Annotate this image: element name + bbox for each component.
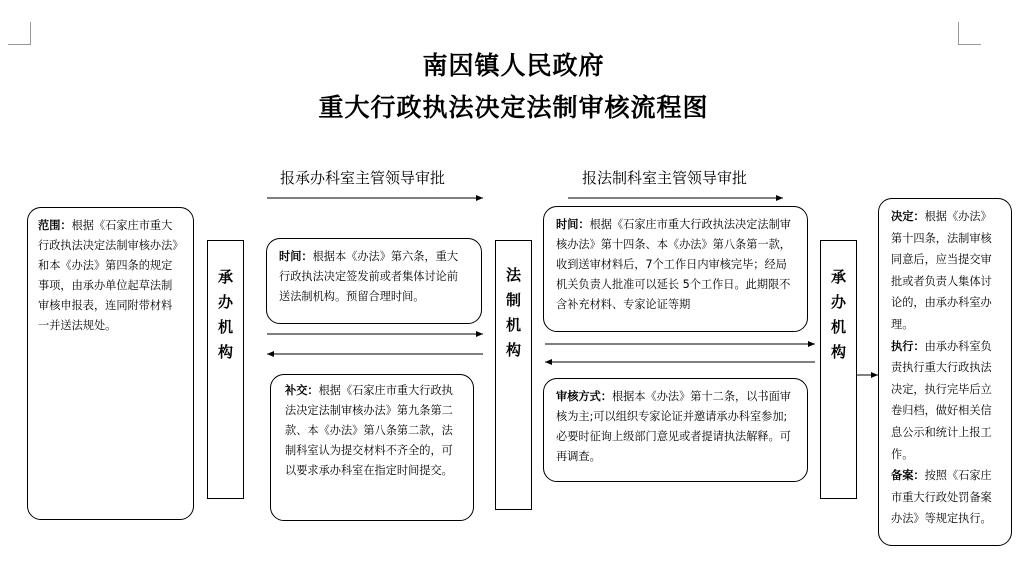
- corner-mark-top-right: [958, 22, 981, 45]
- time-box-2: [543, 206, 808, 332]
- filing-label: 备案：: [891, 469, 925, 483]
- corner-mark-top-left: [8, 22, 31, 45]
- supplement-box: [270, 374, 474, 521]
- review-method-text: 根据本《办法》第十二条，以书面审核为主;可以组织专家论证并邀请承办科室参加;必要时征询上级部门意见或者提请执法解释。可再调查。: [556, 390, 791, 463]
- decision-text: 根据《办法》第十四条，法制审核同意后，应当提交审批或者负责人集体讨论的，由承办科室办理。: [891, 210, 992, 331]
- caption-undertaking-approval: 报承办科室主管领导审批: [280, 169, 446, 187]
- supplement-label: 补交：: [285, 384, 319, 397]
- final-box: [878, 198, 1012, 546]
- time-2-text: 根据《石家庄市重大行政执法决定法制审核办法》第十四条、本《办法》第八条第一款，收到送审材料后，7个工作日内审核完毕；经局机关负责人批准可以延长 5个工作日。此期限不含补充材料、专家论证等期: [556, 218, 791, 311]
- time-1-label: 时间：: [279, 250, 313, 263]
- filing-text: 按照《石家庄市重大行政处罚备案办法》等规定执行。: [891, 469, 992, 526]
- time-2-label: 时间：: [556, 218, 590, 231]
- execution-label: 执行：: [891, 339, 925, 353]
- undertaking-box-1: [207, 240, 244, 499]
- supplement-text: 根据《石家庄市重大行政执法决定法制审核办法》第九条第二款、本《办法》第八条第二款，法制科室认为提交材料不齐全的，可以要求承办科室在指定时间提交。: [285, 384, 453, 477]
- scope-label: 范围：: [38, 219, 72, 232]
- undertaking-box-2: [820, 240, 857, 499]
- review-method-label: 审核方式：: [556, 390, 612, 403]
- legal-unit-box: [495, 240, 532, 510]
- title-line-1: 南因镇人民政府: [422, 51, 605, 80]
- execution-text: 由承办科室负责执行重大行政执法决定，执行完毕后立卷归档，做好相关信息公示和统计上报工作。: [891, 339, 992, 461]
- time-1-text: 根据本《办法》第六条，重大行政执法决定签发前或者集体讨论前送法制机构。预留合理时间。: [279, 250, 459, 303]
- scope-box: [27, 207, 194, 520]
- caption-legal-approval: 报法制科室主管领导审批: [582, 169, 748, 187]
- title-line-2: 重大行政执法决定法制审核流程图: [318, 93, 709, 122]
- undertaking-box-2-label: 承办机构: [830, 268, 846, 361]
- decision-label: 决定：: [891, 210, 925, 223]
- review-method-box: [543, 378, 808, 482]
- scope-text: 根据《石家庄市重大行政执法决定法制审核办法》和本《办法》第四条的规定事项，由承办单位起草法制审核申报表，连同附带材料一并送法规处。: [38, 219, 178, 332]
- undertaking-box-1-label: 承办机构: [217, 268, 233, 361]
- time-box-1: [266, 238, 482, 324]
- legal-unit-label: 法制机构: [505, 266, 521, 359]
